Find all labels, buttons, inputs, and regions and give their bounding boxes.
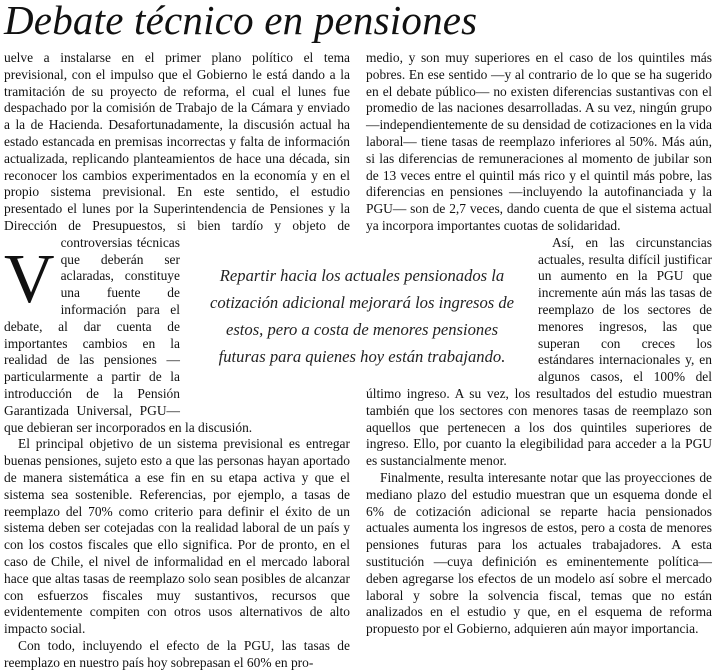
article-paragraph: medio, y son muy superiores en el caso de los quintiles más pobres. En ese sentido —y al contrario de lo que se ha sugerido en el debate público— no existen diferencias sustantivas con el promedio de las naciones desarrolladas. A su vez, ningún grupo —independientemente de su densidad de cotizaciones en la vida laboral— tiene tasas de reemplazo inferiores al 50%. Más aún, si las diferencias de remuneraciones al momento de jubilar son de 13 veces entre el quintil más rico y el quintil más pobre, las diferencias en pensiones —incluyendo la autofinanciada y la PGU— son de 2,7 veces, dando cuenta de que el sistema actual ya incorpora importantes cuotas de solidaridad. bbox=[366, 50, 712, 233]
drop-cap: V bbox=[4, 241, 55, 318]
article-paragraph: Así, en las circunstancias actuales, resulta difícil justificar un aumento en la PGU que incremente aún más las tasas de reemplazo de los sectores de menores ingresos, las que superan con creces los estándares internacionales y, en algunos casos, el 100% del último ingreso. A su vez, los resultados del estudio muestran también que los sectores con menores tasas de reemplazo son aquellos que pertenecen a los dos quintiles superiores de ingreso. Ello, por cuanto la elegibilidad para acceder a la PGU es sustancialmente menor. bbox=[366, 234, 712, 469]
pull-quote bbox=[203, 248, 521, 384]
pull-quote-text: Repartir hacia los actuales pensionados la cotización adicional mejorará los ingresos de estos, pero a costa de menores pensiones futuras para quienes hoy están trabajando. bbox=[209, 266, 515, 366]
article-paragraph: El principal objetivo de un sistema previsional es entregar buenas pensiones, sujeto esto a que las personas hayan aportado de manera sistemática a ese fin en su etapa activa y que el sistema sea sostenible. Referencias, por ejemplo, a tasas de reemplazo del 70% como criterio para definir el éxito de un sistema deben ser cotejadas con la realidad laboral de un país y con los costos fiscales que ello significa. Por de pronto, en el caso de Chile, el nivel de informalidad en el mercado laboral hace que altas tasas de reemplazo solo sean posibles de alcanzar con esfuerzos fiscales muy sustantivos, recursos que evidentemente compiten con otros usos alternativos de alto impacto social. bbox=[4, 436, 350, 637]
article-paragraph: Con todo, incluyendo el efecto de la PGU, las tasas de reemplazo en nuestro país hoy sobrepasan el 60% en pro- bbox=[4, 637, 350, 670]
article-title: Debate técnico en pensiones bbox=[4, 0, 478, 43]
article-paragraph: Finalmente, resulta interesante notar que las proyecciones de mediano plazo del estudio muestran que un esquema donde el 6% de cotización adicional se reparte hacia pensionados actuales aumenta los ingresos de estos, pero a costa de menores pensiones futuras para los actuales trabajadores. A esta sustitución —cuya definición es eminentemente política— deben agregarse los efectos de un modelo así sobre el mercado laboral y sobre la solvencia fiscal, temas que no están analizados en el estudio y que, en el esquema de reforma propuesto por el Gobierno, adquieren aún mayor importancia. bbox=[366, 469, 712, 637]
article-paragraph: V uelve a instalarse en el primer plano político el tema previsional, con el impulso que el Gobierno le está dando a la tramitación de su proyecto de reforma, el cual el lunes fue despachado por la comisión de Trabajo de la Cámara y enviado a la de Hacienda. Desafortunadamente, la discusión actual ha estado estancada en premisas incorrectas y falta de información actualizada, replicando planteamientos de hace una década, sin reconocer los cambios experimentados en la economía y en el propio sistema previsional. En este sentido, el estudio presentado el lunes por la Superintendencia de Pensiones y la Dirección de Presupuestos, si bien tardío y objeto de controversias técnicas que deberán ser aclaradas, constituye una fuente de información para el debate, al dar cuenta de importantes cambios en la realidad de las pensiones —particularmente a partir de la introducción de la Pensión Garantizada Universal, PGU— que debieran ser incorporados en la discusión. bbox=[4, 50, 350, 435]
